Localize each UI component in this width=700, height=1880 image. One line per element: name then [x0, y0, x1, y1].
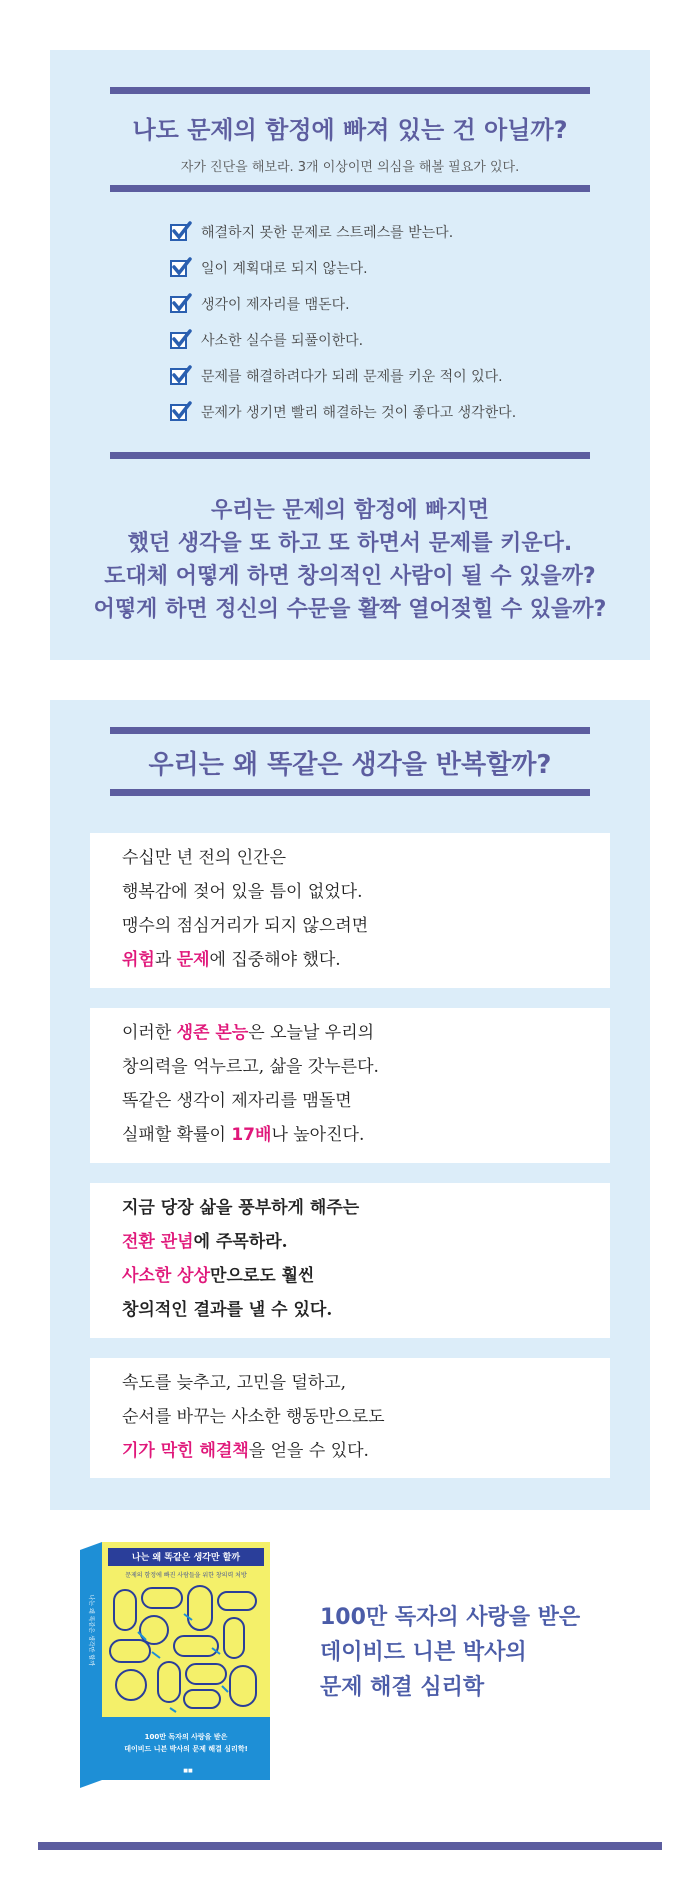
footer-divider	[38, 1842, 662, 1850]
highlight-text: 전환 관념	[122, 1232, 194, 1252]
checkbox-checked-icon	[170, 260, 187, 277]
book-cover-subtitle: 문제의 함정에 빠진 사람들을 위한 창의력 처방	[125, 1572, 247, 1579]
card-line: 창의력을 억누르고, 삶을 갓누른다.	[122, 1057, 379, 1077]
section1-title: 나도 문제의 함정에 빠져 있는 건 아닐까?	[132, 116, 568, 144]
book-cover-image	[80, 1540, 270, 1790]
closing-line: 우리는 문제의 함정에 빠지면	[210, 498, 489, 523]
closing-line: 했던 생각을 또 하고 또 하면서 문제를 키운다.	[127, 531, 573, 556]
highlight-text: 위험	[122, 950, 155, 970]
highlight-text: 문제	[176, 950, 210, 970]
divider-top	[110, 87, 590, 94]
checklist-text: 해결하지 못한 문제로 스트레스를 받는다.	[201, 225, 454, 241]
tagline-line: 문제 해결 심리학	[320, 1675, 485, 1700]
checklist-text: 문제가 생기면 빨리 해결하는 것이 좋다고 생각한다.	[201, 405, 517, 421]
book-tagline	[320, 1600, 580, 1705]
card-line: 맹수의 점심거리가 되지 않으려면	[122, 916, 369, 936]
checklist-item	[170, 329, 363, 351]
card-line: 전환 관념에 주목하라.	[122, 1232, 288, 1252]
checkbox-checked-icon	[170, 368, 187, 385]
checkbox-checked-icon	[170, 332, 187, 349]
divider-under-title	[110, 789, 590, 796]
card-line: 수십만 년 전의 인간은	[122, 848, 287, 868]
highlight-text: 기가 막힌 해결책	[122, 1441, 249, 1461]
highlight-text: 사소한 상상	[122, 1266, 211, 1286]
closing-line: 도대체 어떻게 하면 창의적인 사람이 될 수 있을까?	[104, 564, 596, 589]
checklist-item	[170, 365, 503, 387]
card-line: 행복감에 젖어 있을 틈이 없었다.	[122, 882, 363, 902]
checklist-item	[170, 401, 516, 423]
checklist-text: 문제를 해결하려다가 되레 문제를 키운 적이 있다.	[201, 369, 503, 385]
tagline-line: 데이비드 니븐 박사의	[320, 1640, 527, 1665]
card-line: 이러한 생존 본능은 오늘날 우리의	[122, 1023, 375, 1043]
checklist-text: 사소한 실수를 되풀이한다.	[201, 333, 364, 349]
book-blurb-line2: 데이비드 니븐 박사의 문제 해결 심리학!	[124, 1745, 248, 1753]
checklist-text: 생각이 제자리를 맴돈다.	[201, 297, 350, 313]
card-line: 실패할 확률이 17배나 높아진다.	[122, 1125, 365, 1145]
card-line: 속도를 늦추고, 고민을 덜하고,	[122, 1373, 347, 1393]
repeat-thinking-panel	[50, 700, 650, 1510]
card-line: 똑같은 생각이 제자리를 맴돌면	[122, 1091, 352, 1111]
checkbox-checked-icon	[170, 224, 187, 241]
book-blurb-line1: 100만 독자의 사랑을 받은	[144, 1733, 228, 1741]
card-line: 창의적인 결과를 낼 수 있다.	[122, 1300, 333, 1320]
book-cover-title: 나는 왜 똑같은 생각만 할까	[131, 1553, 241, 1563]
highlight-text: 생존 본능	[176, 1023, 249, 1043]
checklist-item	[170, 257, 368, 279]
text-card	[90, 833, 610, 988]
card-line: 지금 당장 삶을 풍부하게 해주는	[122, 1198, 360, 1218]
divider-middle	[110, 185, 590, 192]
book-publisher-logo: ■■	[183, 1768, 193, 1774]
section2-title: 우리는 왜 똑같은 생각을 반복할까?	[148, 750, 552, 780]
checkbox-checked-icon	[170, 404, 187, 421]
checkbox-checked-icon	[170, 296, 187, 313]
checklist-item	[170, 221, 453, 243]
divider-bottom	[110, 452, 590, 459]
text-card	[90, 1183, 610, 1338]
tagline-line: 100만 독자의 사랑을 받은	[320, 1605, 581, 1630]
closing-paragraph	[50, 494, 650, 626]
book-spine-text: 나는 왜 똑같은 생각만 할까	[87, 1594, 95, 1666]
card-line: 사소한 상상만으로도 훨씬	[122, 1266, 315, 1286]
checklist-text: 일이 계획대로 되지 않는다.	[201, 261, 368, 277]
divider-top	[110, 727, 590, 734]
card-line: 기가 막힌 해결책을 얻을 수 있다.	[122, 1441, 369, 1461]
card-line: 위험과 문제에 집중해야 했다.	[122, 950, 341, 970]
highlight-text: 17배	[231, 1125, 272, 1145]
section1-subtitle: 자가 진단을 해보라. 3개 이상이면 의심을 해볼 필요가 있다.	[180, 160, 520, 175]
text-card	[90, 1358, 610, 1478]
checklist-item	[170, 293, 350, 315]
closing-line: 어떻게 하면 정신의 수문을 활짝 열어젖힐 수 있을까?	[93, 597, 607, 622]
card-line: 순서를 바꾸는 사소한 행동만으로도	[122, 1407, 385, 1427]
self-diagnosis-panel	[50, 50, 650, 660]
text-card	[90, 1008, 610, 1163]
